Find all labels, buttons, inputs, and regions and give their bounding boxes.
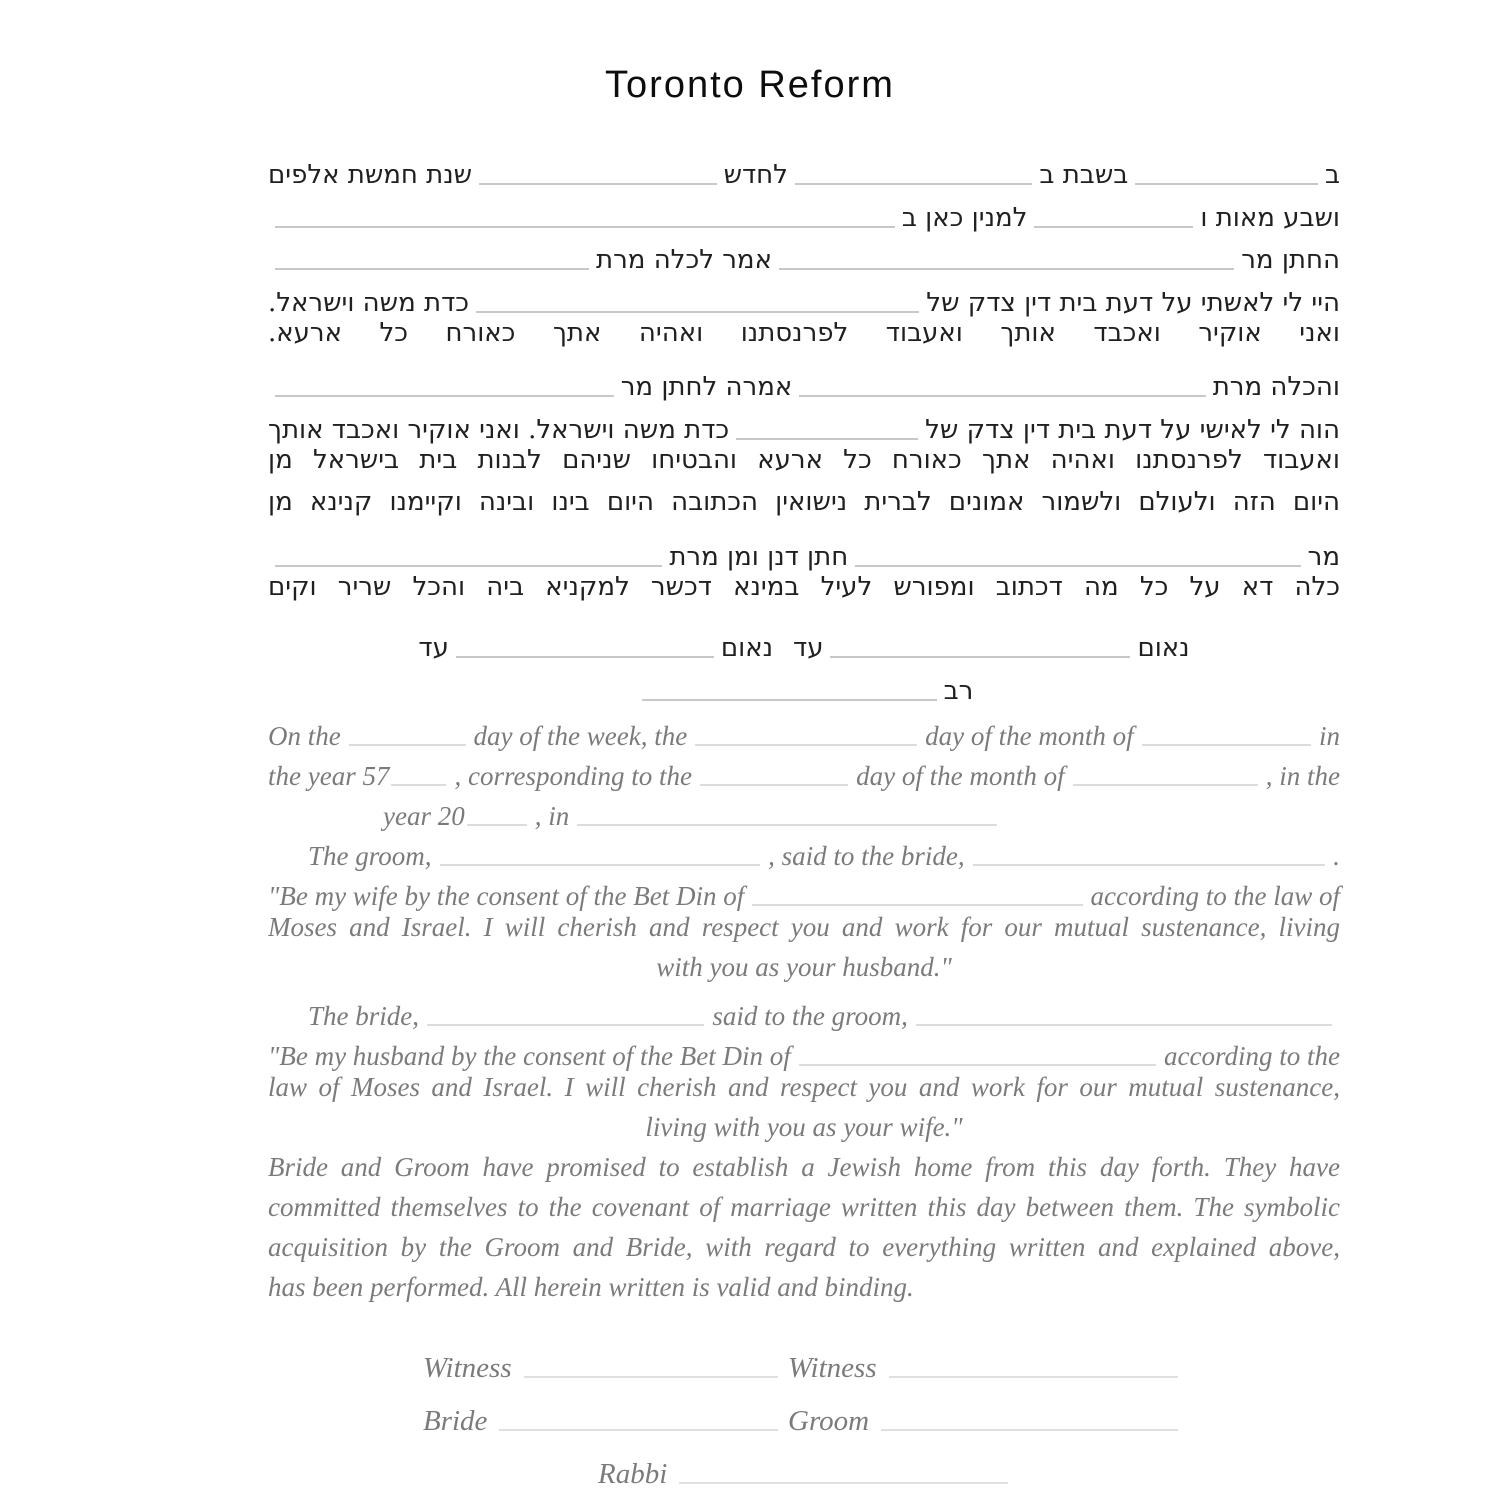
english-text: day of the week, the <box>473 721 688 751</box>
english-line-13: committed themselves to the covenant of marriage written this day between them. The symbolic <box>268 1192 1340 1222</box>
witness1-signature-blank <box>830 656 1130 658</box>
hebrew-line-8: ואעבוד לפרנסתנו ואהיה אתך כאורח כל ארעא והבטיחו שניהם לבנות בית בישראל מן <box>268 444 1340 475</box>
english-text: year 20 <box>383 801 465 831</box>
fill-in-blank <box>795 183 1032 185</box>
ed-label: עד <box>418 633 449 663</box>
page-title: Toronto Reform <box>605 64 895 106</box>
english-text: day of the month of <box>925 721 1134 751</box>
hebrew-line-10 <box>268 530 1340 572</box>
fill-in-blank <box>855 565 1300 567</box>
english-line-2 <box>268 752 1340 792</box>
hebrew-text: שנת חמשת אלפים <box>268 160 473 191</box>
fill-in-blank <box>275 268 589 270</box>
english-line-7: with you as your husband." <box>656 952 952 982</box>
city-blank <box>577 824 997 826</box>
rabbi-label: Rabbi <box>598 1458 668 1490</box>
fill-in-blank <box>1073 784 1258 786</box>
hebrew-text: ב <box>1324 160 1340 191</box>
rabbi-signature-blank <box>642 699 937 701</box>
english-text: in <box>1318 721 1340 751</box>
hebrew-text: בשבת ב <box>1039 160 1129 191</box>
english-line-14: acquisition by the Groom and Bride, with regard to everything written and explained above, <box>268 1232 1340 1262</box>
fill-in-blank <box>349 744 466 746</box>
hebrew-text: לחדש <box>723 160 788 191</box>
english-text-block <box>268 712 1340 1312</box>
witness1-signature-line <box>524 1376 778 1378</box>
witness1-cell <box>423 1352 778 1385</box>
neum-label: נאום <box>1137 633 1190 663</box>
witness2-signature-line <box>889 1376 1178 1378</box>
hebrew-text: כדת משה וישראל. <box>268 287 470 318</box>
bride-label: Bride <box>423 1405 488 1437</box>
fill-in-blank <box>1034 226 1193 228</box>
bet-din-blank <box>752 904 1082 906</box>
hebrew-witness-line <box>268 633 1340 663</box>
fill-in-blank <box>391 784 446 786</box>
signature-block <box>268 1332 1340 1491</box>
bride-name-blank <box>973 864 1326 866</box>
fill-in-blank <box>275 226 895 228</box>
english-line-3 <box>268 792 1340 832</box>
bride-cell <box>423 1405 778 1438</box>
rav-label: רב <box>943 676 974 706</box>
hebrew-text: החתן מר <box>1241 245 1340 276</box>
english-text: according to the <box>1164 1041 1340 1071</box>
bride-name-blank <box>427 1024 704 1026</box>
english-line-6: Moses and Israel. I will cherish and respect you and work for our mutual sustenance, living <box>268 912 1340 942</box>
english-text: , corresponding to the <box>454 761 692 791</box>
hebrew-text: אמרה לחתן מר <box>620 372 793 403</box>
fill-in-blank <box>275 395 614 397</box>
english-text: The groom, <box>308 841 432 871</box>
english-text: , in <box>534 801 570 831</box>
hebrew-line-5: ואני אוקיר ואכבד אותך ואעבוד לפרנסתנו ואהיה אתך כאורח כל ארעא. <box>268 317 1340 348</box>
hebrew-text: חתן דנן ומן מרת <box>669 541 849 572</box>
hebrew-rabbi-line <box>268 676 1340 706</box>
english-line-8 <box>268 992 1340 1032</box>
hebrew-text: מר <box>1307 541 1340 572</box>
witness-signature-row <box>268 1332 1340 1385</box>
hebrew-line-2 <box>268 190 1340 232</box>
hebrew-line-9: היום הזה ולעולם ולשמור אמונים לברית נישואין הכתובה היום בינו ובינה וקיימנו קנינא מן <box>268 487 1340 518</box>
groom-cell <box>788 1405 1178 1438</box>
hebrew-line-11: כלה דא על כל מה דכתוב ומפורש לעיל במינא דכשר למקניא ביה והכל שריר וקים <box>268 571 1340 602</box>
english-text: said to the groom, <box>712 1001 908 1031</box>
english-line-5 <box>268 872 1340 912</box>
hebrew-text: כדת משה וישראל. ואני אוקיר ואכבד אותך <box>268 414 730 445</box>
groom-signature-line <box>881 1429 1178 1431</box>
fill-in-blank <box>779 268 1234 270</box>
hebrew-line-1 <box>268 148 1340 190</box>
hebrew-line-4 <box>268 275 1340 317</box>
bet-din-blank <box>799 1064 1156 1066</box>
fill-in-blank <box>467 824 527 826</box>
witness1-label: Witness <box>423 1352 512 1384</box>
groom-name-blank <box>916 1024 1332 1026</box>
english-text: . <box>1333 841 1340 871</box>
rabbi-signature-row <box>268 1438 1340 1491</box>
english-line-10: law of Moses and Israel. I will cherish and respect you and work for our mutual sustenance, <box>268 1072 1340 1102</box>
hebrew-line-7 <box>268 402 1340 444</box>
hebrew-text: הוה לי לאישי על דעת בית דין צדק של <box>925 414 1340 445</box>
english-text: The bride, <box>308 1001 419 1031</box>
bride-signature-line <box>499 1429 778 1431</box>
hebrew-text: אמר לכלה מרת <box>596 245 772 276</box>
groom-name-blank <box>440 864 761 866</box>
english-text: , in the <box>1265 761 1340 791</box>
english-line-1 <box>268 712 1340 752</box>
english-text: On the <box>268 721 341 751</box>
hebrew-line-3 <box>268 233 1340 275</box>
english-line-11: living with you as your wife." <box>645 1112 963 1142</box>
fill-in-blank <box>700 784 848 786</box>
hebrew-line-6 <box>268 360 1340 402</box>
hebrew-text-block <box>268 148 1340 614</box>
english-text: day of the month of <box>856 761 1065 791</box>
fill-in-blank <box>479 183 716 185</box>
witness2-cell <box>788 1352 1178 1385</box>
witness2-signature-blank <box>456 656 714 658</box>
ed-label: עד <box>793 633 824 663</box>
english-line-9 <box>268 1032 1340 1072</box>
fill-in-blank <box>695 744 917 746</box>
hebrew-text: היי לי לאשתי על דעת בית דין צדק של <box>926 287 1340 318</box>
english-line-15: has been performed. All herein written is valid and binding. <box>268 1272 914 1302</box>
fill-in-blank <box>799 395 1205 397</box>
english-text: the year 57 <box>268 761 390 791</box>
fill-in-blank <box>1135 183 1318 185</box>
fill-in-blank <box>736 438 918 440</box>
bride-groom-signature-row <box>268 1385 1340 1438</box>
hebrew-text: והכלה מרת <box>1212 372 1340 403</box>
fill-in-blank <box>275 565 662 567</box>
rabbi-cell <box>598 1458 1008 1491</box>
fill-in-blank <box>476 311 919 313</box>
hebrew-text: למנין כאן ב <box>901 202 1028 233</box>
english-text: "Be my husband by the consent of the Bet Din of <box>268 1041 791 1071</box>
english-text: , said to the bride, <box>768 841 965 871</box>
hebrew-text: ושבע מאות ו <box>1200 202 1340 233</box>
groom-label: Groom <box>788 1405 870 1437</box>
english-text: according to the law of <box>1090 881 1340 911</box>
fill-in-blank <box>1142 744 1311 746</box>
english-line-12: Bride and Groom have promised to establish a Jewish home from this day forth. They have <box>268 1152 1340 1182</box>
english-line-4 <box>268 832 1340 872</box>
rabbi-signature-line <box>679 1482 1008 1484</box>
witness2-label: Witness <box>788 1352 877 1384</box>
neum-label: נאום <box>720 633 773 663</box>
english-text: "Be my wife by the consent of the Bet Din of <box>268 881 745 911</box>
